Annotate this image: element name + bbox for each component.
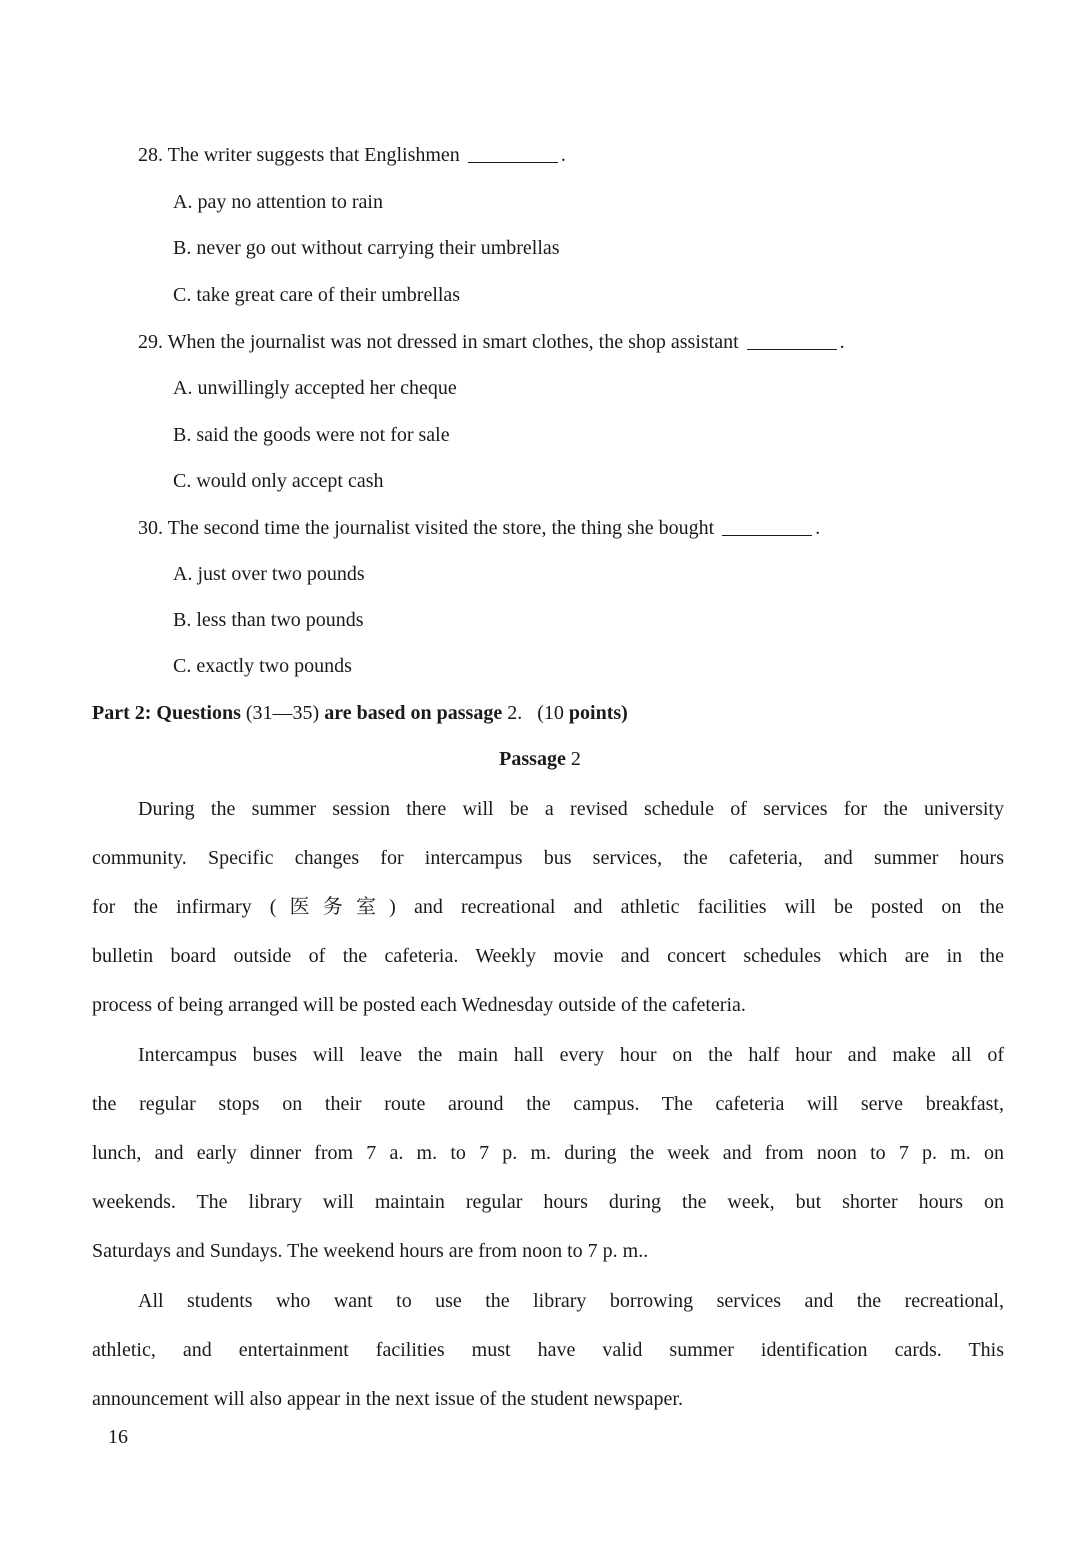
- passage-line: weekends. The library will maintain regular hours during the week, but shorter hours on: [92, 1191, 1004, 1213]
- passage-line: the regular stops on their route around the campus. The cafeteria will serve breakfast,: [92, 1093, 1004, 1115]
- passage-line: All students who want to use the library borrowing services and the recreational,: [138, 1290, 1004, 1312]
- question-28-option-c: C. take great care of their umbrellas: [173, 284, 461, 306]
- part-2-heading: Part 2: Questions (31—35) are based on passage 2. (10 points): [92, 702, 628, 724]
- passage-line: During the summer session there will be a revised schedule of services for the university: [138, 798, 1004, 820]
- page-number: 16: [108, 1426, 128, 1448]
- question-28-option-a: A. pay no attention to rain: [173, 191, 383, 213]
- passage-title: Passage 2: [499, 748, 581, 770]
- question-29-option-b: B. said the goods were not for sale: [173, 424, 450, 446]
- passage-line: for the infirmary (医务室) and recreational and athletic facilities will be posted on the: [92, 896, 1004, 918]
- passage-line: announcement will also appear in the next issue of the student newspaper.: [92, 1388, 683, 1410]
- question-29-stem: 29. When the journalist was not dressed in smart clothes, the shop assistant .: [138, 331, 845, 353]
- question-28-stem: 28. The writer suggests that Englishmen .: [138, 144, 566, 166]
- answer-blank: [722, 515, 812, 536]
- passage-line: community. Specific changes for intercampus bus services, the cafeteria, and summer hours: [92, 847, 1004, 869]
- passage-line: Saturdays and Sundays. The weekend hours are from noon to 7 p. m..: [92, 1240, 649, 1262]
- passage-line: athletic, and entertainment facilities must have valid summer identification cards. This: [92, 1339, 1004, 1361]
- question-30-option-b: B. less than two pounds: [173, 609, 364, 631]
- answer-blank: [468, 142, 558, 163]
- question-30-stem: 30. The second time the journalist visited the store, the thing she bought .: [138, 517, 821, 539]
- answer-blank: [747, 329, 837, 350]
- question-30-option-c: C. exactly two pounds: [173, 655, 352, 677]
- question-30-option-a: A. just over two pounds: [173, 563, 365, 585]
- passage-line: lunch, and early dinner from 7 a. m. to 7 p. m. during the week and from noon to 7 p. m. on: [92, 1142, 1004, 1164]
- question-29-option-c: C. would only accept cash: [173, 470, 384, 492]
- question-28-option-b: B. never go out without carrying their umbrellas: [173, 237, 560, 259]
- passage-line: Intercampus buses will leave the main hall every hour on the half hour and make all of: [138, 1044, 1004, 1066]
- question-29-option-a: A. unwillingly accepted her cheque: [173, 377, 457, 399]
- passage-line: process of being arranged will be posted each Wednesday outside of the cafeteria.: [92, 994, 746, 1016]
- passage-line: bulletin board outside of the cafeteria. Weekly movie and concert schedules which are in the: [92, 945, 1004, 967]
